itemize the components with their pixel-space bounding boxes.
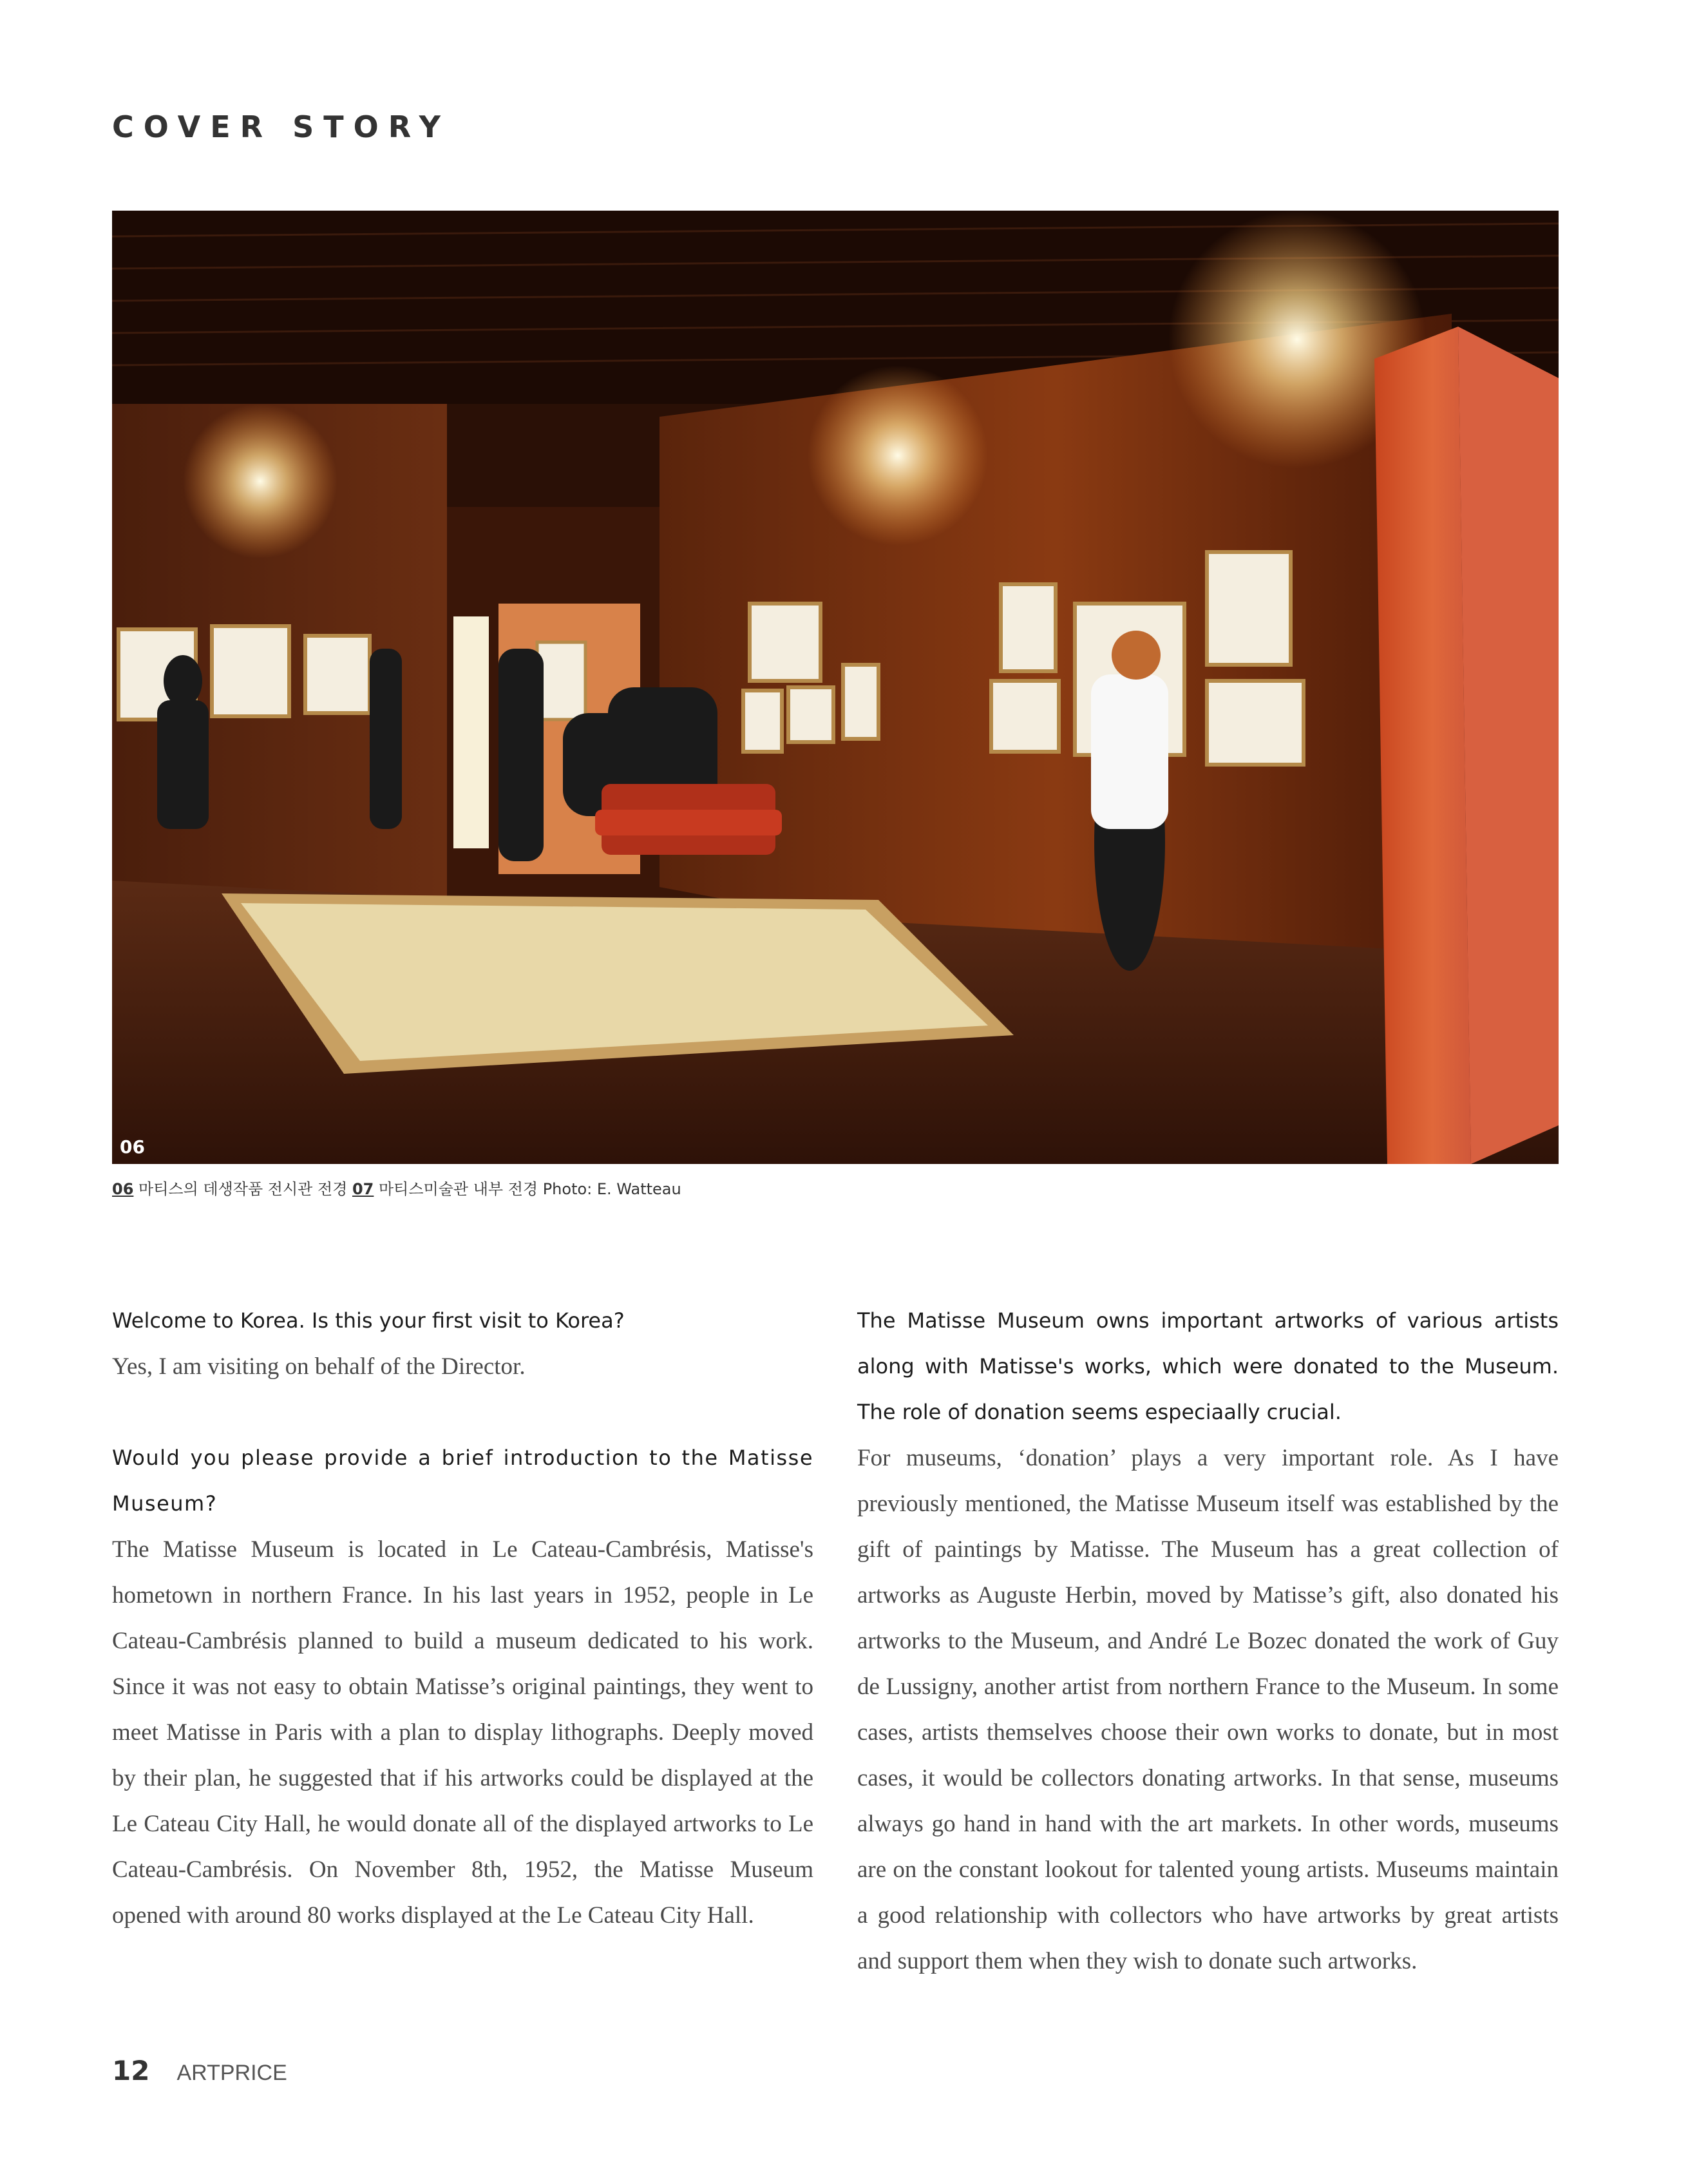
gallery-illustration xyxy=(112,211,1559,1164)
answer-museum-introduction: The Matisse Museum is located in Le Cateau-Cambrésis, Matisse's hometown in northern France. In his last years in 1952, people in Le Cateau-Cambrésis planned to build a museum dedicated to his work. Since it was not easy to obtain Matisse’s original paintings, they went to meet Matisse in Paris with a plan to display lithographs. Deeply moved by their plan, he suggested that if his artworks could be displayed at the Le Cateau City Hall, he would donate all of the displayed artworks to Le Cateau-Cambrésis. On November 8th, 1952, the Matisse Museum opened with around 80 works displayed at the Le Cateau City Hall. xyxy=(112,1536,813,1929)
right-column xyxy=(857,1298,1559,1984)
caption-text-07: 마티스미술관 내부 전경 Photo: E. Watteau xyxy=(374,1180,681,1198)
question-first-visit: Welcome to Korea. Is this your first visit to Korea? xyxy=(112,1308,625,1333)
caption-number-07: 07 xyxy=(352,1180,374,1198)
question-donation: The Matisse Museum owns important artworks of various artists along with Matisse's works, which were donated to the Museum. The role of donation seems especiaally crucial. xyxy=(857,1308,1559,1424)
magazine-name: ARTPRICE xyxy=(176,2061,287,2085)
answer-donation: For museums, ‘donation’ plays a very important role. As I have previously mentioned, the Matisse Museum itself was established by the gift of paintings by Matisse. The Museum has a great collection of artworks as Auguste Herbin, moved by Matisse’s gift, also donated his artworks to the Museum, and André Le Bozec donated the work of Guy de Lussigny, another artist from northern France to the Museum. In some cases, artists themselves choose their own works to donate, but in most cases, it would be collectors donating artworks. In that sense, museums always go hand in hand with the art markets. In other words, museums are on the constant lookout for talented young artists. Museums maintain a good relationship with collectors who have artworks by great artists and support them when they wish to donate such artworks. xyxy=(857,1445,1559,1974)
answer-first-visit: Yes, I am visiting on behalf of the Director. xyxy=(112,1353,526,1380)
page-footer xyxy=(112,2055,287,2086)
left-column xyxy=(112,1298,813,1938)
caption-number-06: 06 xyxy=(112,1180,134,1198)
photo-number: 06 xyxy=(120,1136,145,1158)
photo-caption xyxy=(112,1176,681,1199)
page-number: 12 xyxy=(112,2055,150,2086)
question-museum-introduction: Would you please provide a brief introduction to the Matisse Museum? xyxy=(112,1445,813,1516)
section-label: COVER STORY xyxy=(112,110,450,144)
caption-text-06: 마티스의 데생작품 전시관 전경 xyxy=(133,1180,352,1198)
gallery-photo xyxy=(112,211,1559,1164)
